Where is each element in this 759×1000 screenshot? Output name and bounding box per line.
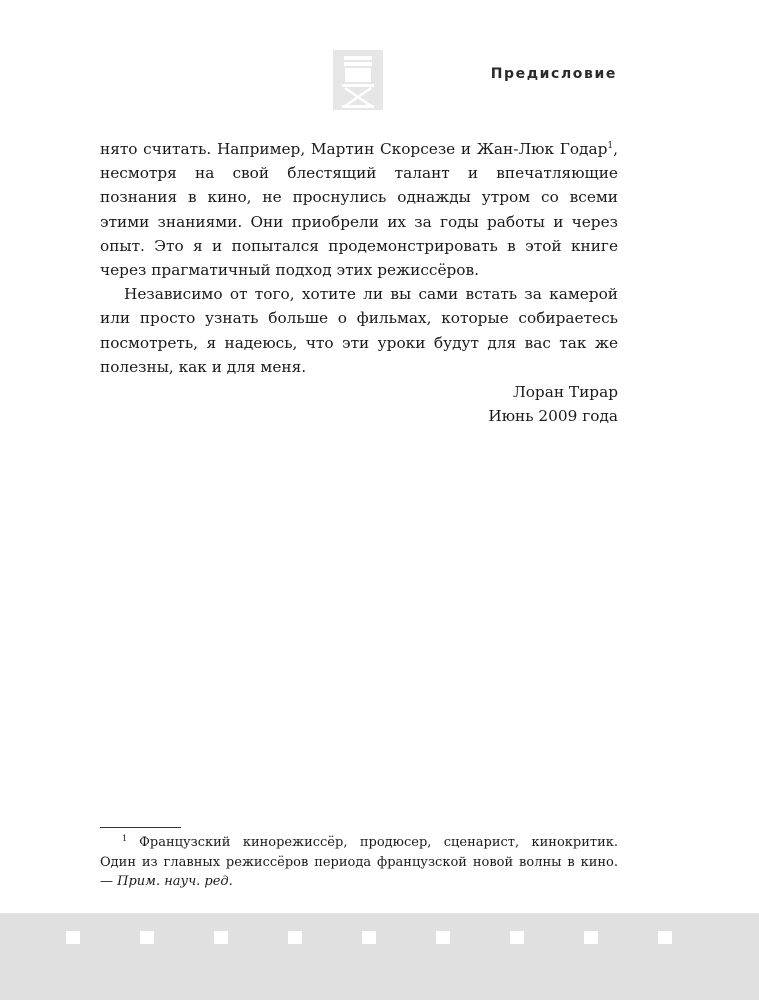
directors-chair-icon [333,50,383,110]
footnote [100,833,618,892]
running-title: Предисловие [490,66,617,82]
film-perforation [584,931,598,944]
footnote-editor-note: Прим. науч. ред. [117,874,233,889]
paragraph-1-text: нято считать. Например, Мартин Скорсезе и Жан-Люк Годар [100,140,608,158]
film-perforation [66,931,80,944]
footnote-text: Французский кинорежиссёр, продюсер, сценарист, кинокритик. Один из главных режиссёров периода французской новой волны в кино. — [100,835,618,889]
film-perforation [140,931,154,944]
film-perforation [362,931,376,944]
film-perforation [436,931,450,944]
paragraph-1-text-cont: , несмотря на свой блестящий талант и впечатляющие познания в кино, не проснулись однажды утром со всеми этими знаниями. Они приобрели их за годы работы и через опыт. Это я и попытался продемонстрировать в этой книге через прагматичный подход этих режиссёров. [100,140,618,280]
film-strip-decoration [0,913,759,1000]
film-perforation [288,931,302,944]
author-name: Лоран Тирар [512,383,618,401]
footnote-divider [100,827,181,828]
signature-date: Июнь 2009 года [488,407,618,426]
signature-block [488,380,618,428]
film-perforation [658,931,672,944]
film-perforation [510,931,524,944]
footnote-reference: 1 [607,140,614,151]
footnote-number: 1 [122,833,128,843]
main-text [100,137,618,379]
film-perforation [214,931,228,944]
paragraph-1 [100,137,618,282]
paragraph-2: Независимо от того, хотите ли вы сами встать за камерой или просто узнать больше о фильмах, которые собираетесь посмотреть, я надеюсь, что эти уроки будут для вас так же полезны, как и для меня. [100,285,618,376]
